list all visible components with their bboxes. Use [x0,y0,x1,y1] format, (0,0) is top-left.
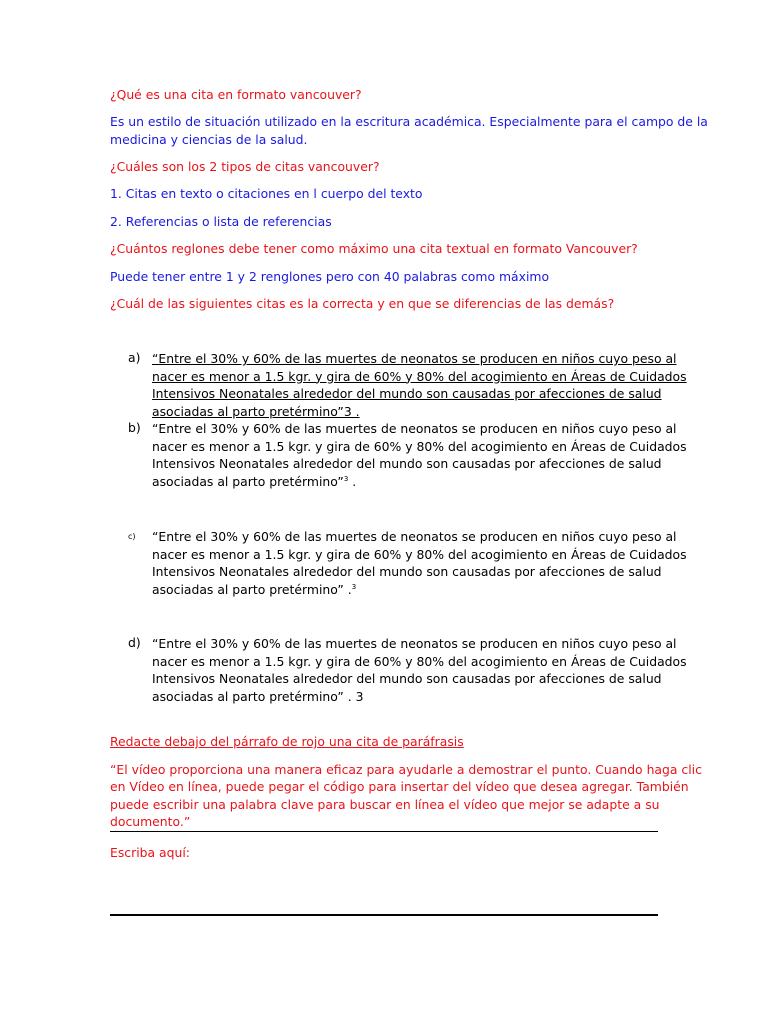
option-c-line-1: “Entre el 30% y 60% de las muertes de neonatos se producen en niños cuyo peso al [152,529,677,544]
option-b-label: b) [128,420,141,435]
answer-1-line-2: medicina y ciencias de la salud. [110,132,308,147]
option-c-label: c) [128,532,136,541]
option-a-line-4: asociadas al parto pretérmino”3 . [152,403,360,419]
paraphrase-line-3: puede escribir una palabra clave para buscar en línea el vídeo que mejor se adapte a su [110,797,660,812]
option-a-line-3: Intensivos Neonatales alrededor del mundo son causadas por afecciones de salud [152,386,662,402]
option-b-line-1: “Entre el 30% y 60% de las muertes de neonatos se producen en niños cuyo peso al [152,421,677,436]
answer-line[interactable] [110,914,658,916]
answer-3: Puede tener entre 1 y 2 renglones pero con 40 palabras como máximo [110,269,550,284]
option-a-line-1: “Entre el 30% y 60% de las muertes de neonatos se producen en niños cuyo peso al [152,351,677,366]
option-c-superscript: 3 [351,582,357,591]
option-c-line-4: asociadas al parto pretérmino” . [152,581,352,597]
option-a-text [152,350,687,420]
option-d-label: d) [128,635,141,650]
option-d-line-3: Intensivos Neonatales alrededor del mundo son causadas por afecciones de salud [152,671,662,687]
option-d-line-1: “Entre el 30% y 60% de las muertes de neonatos se producen en niños cuyo peso al [152,636,677,651]
divider-top [110,831,658,832]
option-b-line-4-wrap [152,473,662,491]
paraphrase-line-4: documento.” [110,814,191,829]
answer-2-item-1: 1. Citas en texto o citaciones en l cuerpo del texto [110,186,423,201]
paraphrase-heading: Redacte debajo del párrafo de rojo una cita de paráfrasis [110,734,464,749]
option-d-line-2: nacer es menor a 1.5 kgr. y gira de 60% y 80% del acogimiento en Áreas de Cuidados [152,653,687,669]
option-c-line-2: nacer es menor a 1.5 kgr. y gira de 60% y 80% del acogimiento en Áreas de Cuidados [152,546,687,562]
option-c-line-3: Intensivos Neonatales alrededor del mundo son causadas por afecciones de salud [152,564,662,580]
option-b-line-4: asociadas al parto pretérmino” [152,473,344,489]
option-c-line-4-wrap [152,581,662,599]
option-c-text [152,528,687,598]
question-2: ¿Cuáles son los 2 tipos de citas vancouver? [110,159,380,174]
option-a-label: a) [128,350,141,365]
option-b-text [152,420,687,490]
answer-1-line-1: Es un estilo de situación utilizado en la escritura académica. Especialmente para el campo de la [110,114,708,129]
option-b-line-3: Intensivos Neonatales alrededor del mundo son causadas por afecciones de salud [152,456,662,472]
question-1: ¿Qué es una cita en formato vancouver? [110,87,362,102]
paraphrase-line-1: “El vídeo proporciona una manera eficaz para ayudarle a demostrar el punto. Cuando haga clic [110,762,702,777]
option-b-after: . [348,473,357,489]
option-d-line-4: asociadas al parto pretérmino” . 3 [152,688,364,704]
question-3: ¿Cuántos reglones debe tener como máximo una cita textual en formato Vancouver? [110,241,638,256]
option-a-line-2: nacer es menor a 1.5 kgr. y gira de 60% y 80% del acogimiento en Áreas de Cuidados [152,368,687,384]
option-b-line-2: nacer es menor a 1.5 kgr. y gira de 60% y 80% del acogimiento en Áreas de Cuidados [152,438,687,454]
write-here-label: Escriba aquí: [110,845,190,860]
question-4: ¿Cuál de las siguientes citas es la correcta y en que se diferencias de las demás? [110,296,615,311]
option-b-superscript: 3 [343,474,349,483]
answer-2-item-2: 2. Referencias o lista de referencias [110,214,332,229]
option-d-text [152,635,687,705]
paraphrase-line-2: en Vídeo en línea, puede pegar el código para insertar del vídeo que desea agregar. También [110,779,689,794]
